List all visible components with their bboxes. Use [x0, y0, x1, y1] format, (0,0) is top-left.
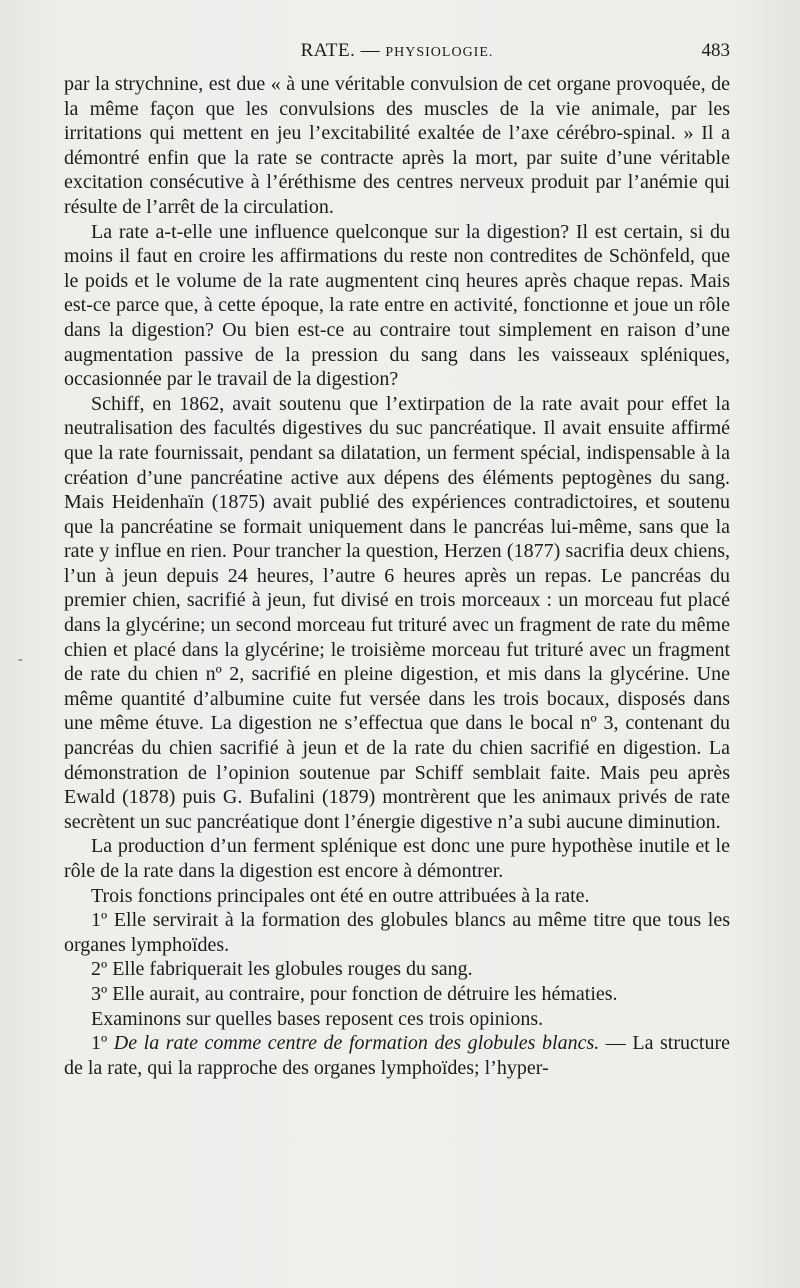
paragraph-function-3: 3º Elle aurait, au contraire, pour fonction de détruire les hématies. — [91, 982, 618, 1005]
paragraph-splenic-ferment: La production d’un ferment splénique est donc une pure hypothèse inutile et le rôle de la rate dans la digestion est encore à démontrer. — [64, 835, 730, 882]
body-text — [64, 72, 730, 1080]
section-text: — La structure de la rate, qui la rapproche des organes lymphoïdes; l’hyper- — [64, 1032, 730, 1079]
running-head-separator: — — [355, 40, 386, 61]
section-heading: De la rate comme centre de formation des globules blancs. — [113, 1032, 600, 1055]
paragraph-examine: Examinons sur quelles bases reposent ces trois opinions. — [91, 1007, 544, 1030]
paragraph-white-globules — [64, 1031, 730, 1080]
running-head-main: RATE. — [300, 40, 356, 61]
page-header — [64, 40, 730, 66]
paragraph-continuation: par la strychnine, est due « à une véritable convulsion de cet organe provoquée, de la même façon que les convulsions des muscles de la vie animale, par les irritations qui mettent en jeu l’excitabilité exaltée de l’axe cérébro-spinal. » Il a démontré enfin que la rate se contracte après la mort, par suite d’une véritable excitation consécutive à l’éréthisme des centres nerveux produit par l’anémie qui résulte de l’arrêt de la circulation. — [64, 73, 730, 218]
paragraph-function-1: 1º Elle servirait à la formation des globules blancs au même titre que tous les organes lymphoïdes. — [64, 909, 730, 956]
section-number: 1º — [91, 1032, 114, 1055]
paragraph-function-2: 2º Elle fabriquerait les globules rouges du sang. — [91, 958, 473, 981]
running-head-sub: PHYSIOLOGIE. — [385, 45, 494, 60]
paragraph-schiff: Schiff, en 1862, avait soutenu que l’extirpation de la rate avait pour effet la neutralisation des facultés digestives du suc pancréatique. Il avait ensuite affirmé que la rate fournissait, pendant sa dilatation, un ferment spécial, indispensable à la création d’une pancréatine active aux dépens des éléments peptogènes du sang. Mais Heidenhaïn (1875) avait publié des expériences contradictoires, et soutenu que la pancréatine se formait uniquement dans le pancréas lui-même, sans que la rate y influe en rien. Pour trancher la question, Herzen (1877) sacrifia deux chiens, l’un à jeun depuis 24 heures, l’autre 6 heures après un repas. Le pancréas du premier chien, sacrifié à jeun, fut divisé en trois morceaux : un morceau fut placé dans la glycérine; un second morceau fut trituré avec un fragment de rate du même chien et placé dans la glycérine; le troisième morceau fut trituré avec un fragment de rate du chien nº 2, sacrifié en pleine digestion, et mis dans la glycérine. Une même quantité d’albumine cuite fut versée dans les trois bocaux, disposés dans une même étuve. La digestion ne s’effectua que dans le bocal nº 3, contenant du pancréas du chien sacrifié à jeun et de la rate du chien sacrifié en digestion. La démonstration de l’opinion soutenue par Schiff semblait faite. Mais peu après Ewald (1878) puis G. Bufalini (1879) montrèrent que les animaux privés de rate secrètent un suc pancréatique dont l’énergie digestive n’a subi aucune diminution. — [64, 392, 730, 833]
paragraph-three-functions: Trois fonctions principales ont été en outre attribuées à la rate. — [91, 884, 590, 907]
page-number: 483 — [701, 40, 730, 61]
margin-mark: - — [18, 652, 23, 667]
paragraph-digestion-question: La rate a-t-elle une influence quelconque sur la digestion? Il est certain, si du moins il faut en croire les affirmations du reste non contredites de Schönfeld, que le poids et le volume de la rate augmentent cinq heures après chaque repas. Mais est-ce parce que, à cette époque, la rate entre en activité, fonctionne et joue un rôle dans la digestion? Ou bien est-ce au contraire tout simplement en raison d’une augmentation passive de la pression du sang dans les vaisseaux spléniques, occasionnée par le travail de la digestion? — [64, 220, 730, 391]
running-head — [64, 40, 730, 62]
